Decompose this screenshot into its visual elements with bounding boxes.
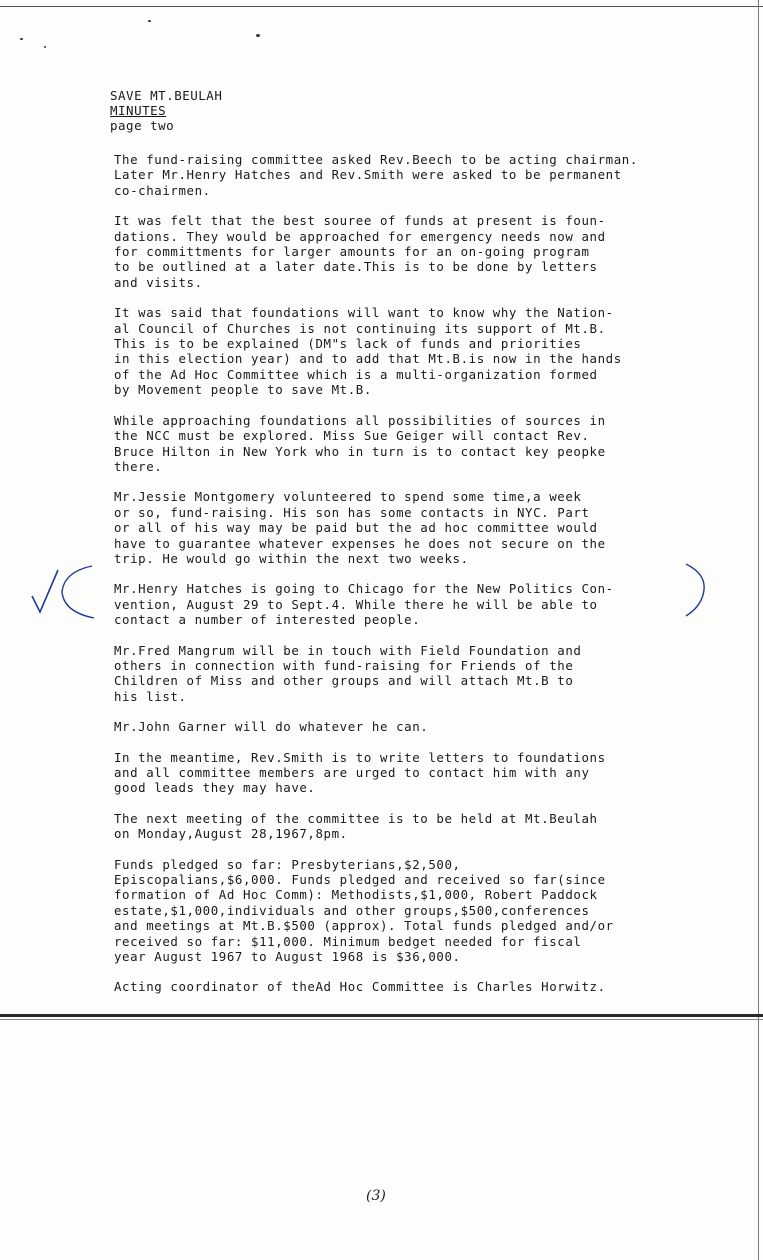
document-header <box>110 88 222 133</box>
paragraph-mangrum: Mr.Fred Mangrum will be in touch with Field Foundation and others in connection with fund-raising for Friends of the Children of Miss and other groups and will attach Mt.B to his list. <box>114 642 582 704</box>
paragraph-hatches-chicago: Mr.Henry Hatches is going to Chicago for the New Politics Con- vention, August 29 to Sept.4. While there he will be able to contact a number of interested people. <box>114 581 614 628</box>
scan-speck <box>256 34 260 37</box>
paragraph-ncc-sources: While approaching foundations all possibilities of sources in the NCC must be explored. Miss Sue Geiger will contact Rev. Bruce Hilton in New York who in turn is to contact key peopke there. <box>114 412 606 474</box>
paragraph-garner: Mr.John Garner will do whatever he can. <box>114 719 429 735</box>
paragraph-montgomery: Mr.Jessie Montgomery volunteered to spend some time,a week or so, fund-raising. His son has some contacts in NYC. Part or all of his way may be paid but the ad hoc committee would have to guarantee whatever expenses he does not secure on the trip. He would go within the next two weeks. <box>114 489 606 566</box>
header-title: SAVE MT.BEULAH <box>110 88 223 103</box>
header-page: page two <box>110 118 175 133</box>
paragraph-funds: Funds pledged so far: Presbyterians,$2,500, Episcopalians,$6,000. Funds pledged and received so far(since formation of Ad Hoc Comm): Methodists,$1,000, Robert Paddock estate,$1,000,individuals and other groups,$500,conferences and meetings at Mt.B.$500 (approx). Total funds pledged and/or received so far: $11,000. Minimum bedget needed for fiscal year August 1967 to August 1968 is $36,000. <box>114 856 614 965</box>
paragraph-rev-smith: In the meantime, Rev.Smith is to write letters to foundations and all committee members are urged to contact him with any good leads they may have. <box>114 749 606 796</box>
right-edge-line <box>758 0 759 1260</box>
scan-speck <box>44 46 46 48</box>
scan-speck <box>20 38 23 40</box>
page-divider <box>0 1014 763 1017</box>
scan-speck <box>148 20 151 22</box>
page-divider-thin <box>0 1019 763 1020</box>
right-bracket-icon <box>684 560 714 620</box>
header-subtitle: MINUTES <box>110 103 167 118</box>
top-edge-line <box>0 0 763 7</box>
paragraph-foundations: It was felt that the best souree of funds at present is foun- dations. They would be approached for emergency needs now and for committments for larger amounts for an on-going program to be outlined at a later date.This is to be done by letters and visits. <box>114 213 606 290</box>
page-number: (3) <box>366 1188 386 1204</box>
paragraph-next-meeting: The next meeting of the committee is to be held at Mt.Beulah on Monday,August 28,1967,8pm. <box>114 810 598 842</box>
paragraph-ncc-support: It was said that foundations will want to know why the Nation- al Council of Churches is not continuing its support of Mt.B. This is to be explained (DM"s lack of funds and priorities in this election year) and to add that Mt.B.is now in the hands of the Ad Hoc Committee which is a multi-organization formed by Movement people to save Mt.B. <box>114 305 622 398</box>
paragraph-coordinator: Acting coordinator of theAd Hoc Committee is Charles Horwitz. <box>114 979 606 995</box>
left-bracket-icon <box>56 562 96 622</box>
paragraph-chairman: The fund-raising committee asked Rev.Beech to be acting chairman. Later Mr.Henry Hatches and Rev.Smith were asked to be permanent co-chairmen. <box>114 152 638 198</box>
minutes-body <box>114 152 710 1010</box>
